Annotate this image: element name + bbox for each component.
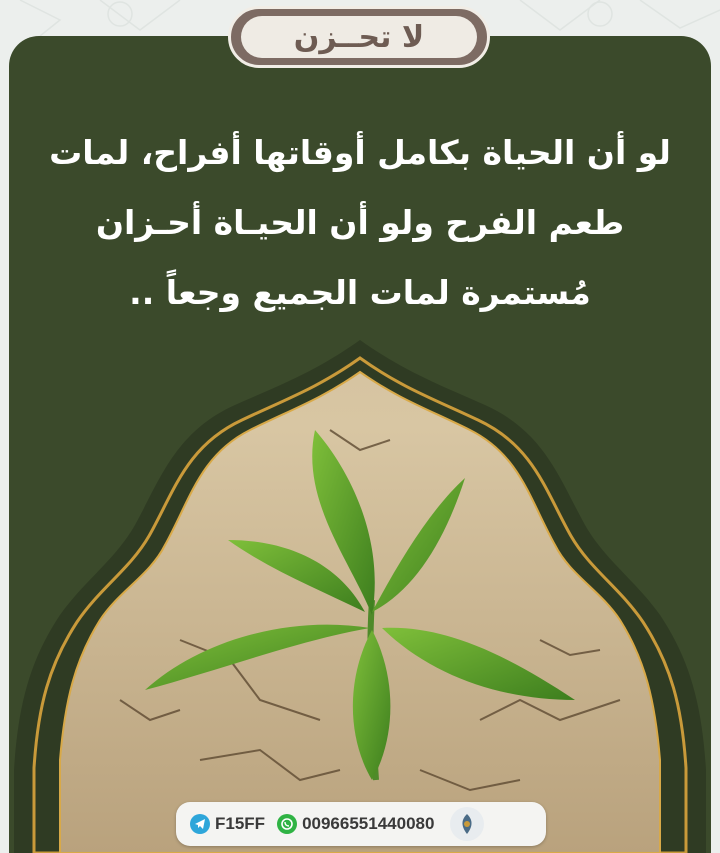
contact-bar <box>176 802 546 846</box>
page-title: لا تحــزن <box>293 19 425 55</box>
telegram-handle: F15FF <box>215 814 266 833</box>
quote-line-1: لو أن الحياة بكامل أوقاتها أفراح، لمات <box>49 133 671 172</box>
quote-line-2: طعم الفرح ولو أن الحيـاة أحـزان <box>95 203 625 242</box>
logo-icon <box>450 807 484 841</box>
whatsapp-number: 00966551440080 <box>302 814 435 833</box>
title-badge-inner <box>241 16 477 58</box>
whatsapp-contact[interactable] <box>277 814 434 834</box>
whatsapp-icon <box>277 814 297 834</box>
telegram-icon <box>190 814 210 834</box>
quote-line-3: مُستمرة لمات الجميع وجعاً .. <box>129 273 591 312</box>
telegram-contact[interactable] <box>190 814 265 834</box>
quote-text <box>40 118 680 328</box>
title-badge <box>228 6 490 68</box>
